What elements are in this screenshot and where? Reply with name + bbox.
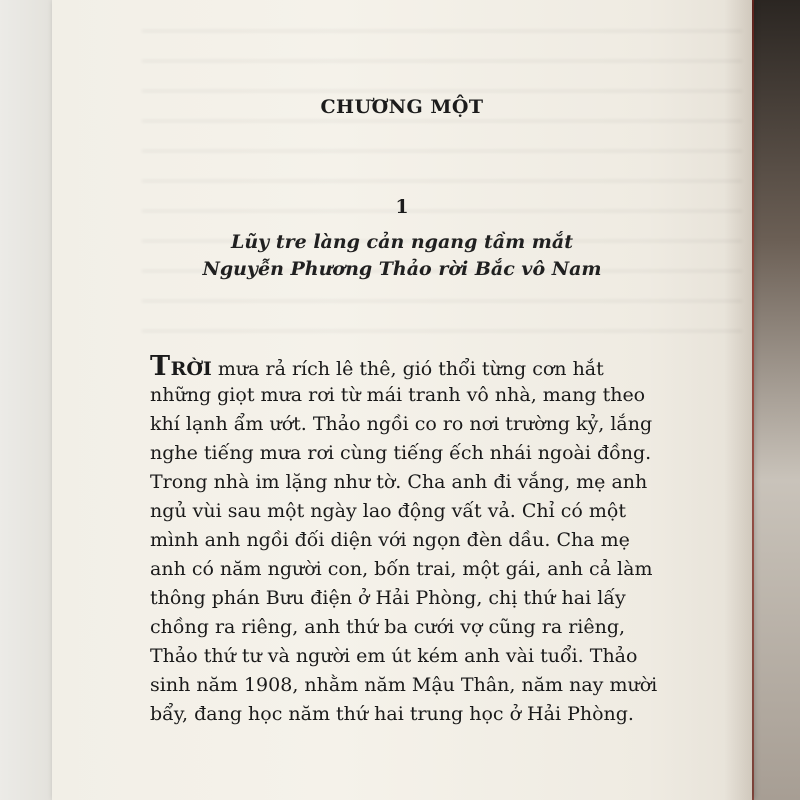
body-line-1-text: mưa rả rích lê thê, gió thổi từng cơn hắt [211, 358, 604, 380]
body-line: Thảo thứ tư và người em út kém anh vài tuổi. Thảo [150, 645, 638, 667]
body-line: mình anh ngồi đối diện với ngọn đèn dầu. Cha mẹ [150, 529, 630, 551]
body-line: thông phán Bưu điện ở Hải Phòng, chị thứ hai lấy [150, 587, 626, 609]
subtitle-line-1: Lũy tre làng cản ngang tầm mắt [231, 231, 573, 253]
body-line: nghe tiếng mưa rơi cùng tiếng ếch nhái ngoài đồng. [150, 442, 652, 464]
body-line: bẩy, đang học năm thứ hai trung học ở Hải Phòng. [150, 703, 634, 725]
body-line: khí lạnh ẩm ướt. Thảo ngồi co ro nơi trường kỷ, lắng [150, 413, 653, 435]
body-line: Trong nhà im lặng như tờ. Cha anh đi vắng, mẹ anh [150, 471, 648, 493]
body-line: anh có năm người con, bốn trai, một gái, anh cả làm [150, 558, 653, 580]
body-text [150, 352, 740, 729]
section-number: 1 [395, 196, 409, 218]
body-line-1 [150, 352, 740, 381]
body-line: những giọt mưa rơi từ mái tranh vô nhà, mang theo [150, 384, 646, 406]
body-line: sinh năm 1908, nhằm năm Mậu Thân, năm nay mười [150, 674, 658, 696]
bleed-through-text [142, 30, 742, 360]
drop-cap-rest: RỜI [170, 358, 212, 380]
drop-cap: T [150, 351, 171, 382]
book-page [52, 0, 752, 800]
body-line: ngủ vùi sau một ngày lao động vất vả. Chỉ có một [150, 500, 626, 522]
background-left [0, 0, 60, 800]
subtitle-line-2: Nguyễn Phương Thảo rời Bắc vô Nam [202, 258, 602, 280]
body-line: chồng ra riêng, anh thứ ba cưới vợ cũng ra riêng, [150, 616, 626, 638]
chapter-title: CHƯƠNG MỘT [320, 96, 484, 118]
